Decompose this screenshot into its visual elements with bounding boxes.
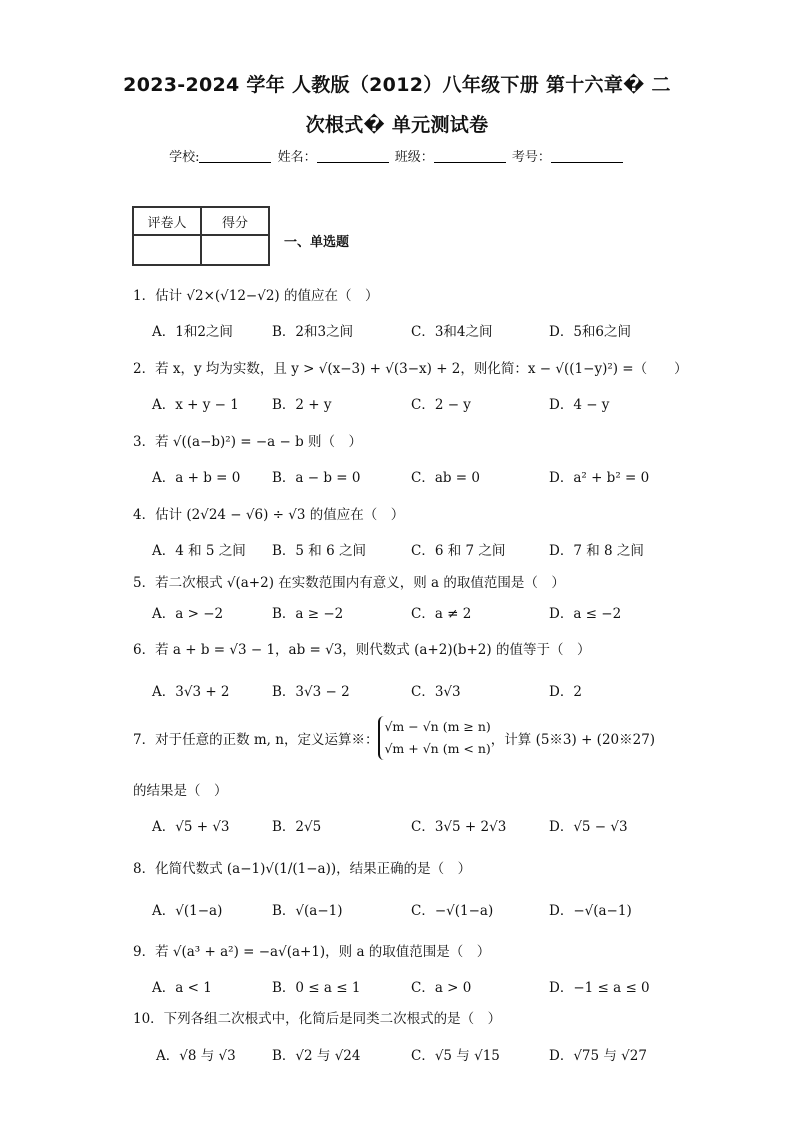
- q7-option-a[interactable]: A．√5 + √3: [152, 819, 230, 835]
- question-8: 8．化简代数式 (a−1)√(1/(1−a))，结果正确的是（ ）: [133, 861, 472, 877]
- exam-title-line1: 2023-2024 学年 人教版（2012）八年级下册 第十六章� 二: [123, 74, 671, 96]
- exam-title-line2: 次根式� 单元测试卷: [305, 114, 489, 136]
- class-label: 班级：: [394, 150, 434, 165]
- q6-option-c[interactable]: C．3√3: [411, 684, 461, 700]
- q3-option-d[interactable]: D．a² + b² = 0: [549, 470, 650, 486]
- q1-option-c[interactable]: C．3和4之间: [411, 324, 493, 340]
- q1-option-a[interactable]: A．1和2之间: [152, 324, 233, 340]
- exam-no-label: 考号：: [511, 150, 551, 165]
- question-1: 1．估计 √2×(√12−√2) 的值应在（ ）: [133, 288, 379, 304]
- q10-option-b[interactable]: B．√2 与 √24: [272, 1048, 361, 1064]
- q10-option-a[interactable]: A．√8 与 √3: [156, 1048, 236, 1064]
- q4-option-c[interactable]: C．6 和 7 之间: [411, 543, 506, 559]
- reviewer-cell[interactable]: [133, 235, 201, 265]
- name-blank[interactable]: [317, 150, 389, 163]
- question-4: 4．估计 (2√24 − √6) ÷ √3 的值应在（ ）: [133, 507, 405, 523]
- exam-no-blank[interactable]: [551, 150, 623, 163]
- q3-option-b[interactable]: B．a − b = 0: [272, 470, 361, 486]
- question-6: 6．若 a + b = √3 − 1，ab = √3，则代数式 (a+2)(b+2) 的值等于（ ）: [133, 642, 591, 658]
- section-heading: 一、单选题: [284, 235, 350, 250]
- q8-option-a[interactable]: A．√(1−a): [152, 903, 223, 919]
- q5-option-a[interactable]: A．a > −2: [152, 606, 224, 622]
- q2-option-a[interactable]: A．x + y − 1: [152, 397, 239, 413]
- q7-stem-compute: ，计算 (5※3) + (20※27): [490, 732, 656, 748]
- q8-option-d[interactable]: D．−√(a−1): [549, 903, 632, 919]
- q6-option-d[interactable]: D．2: [549, 684, 582, 700]
- q2-option-d[interactable]: D．4 − y: [549, 397, 610, 413]
- q5-option-b[interactable]: B．a ≥ −2: [272, 606, 344, 622]
- question-2: 2．若 x，y 均为实数，且 y > √(x−3) + √(3−x) + 2，则化简：x − √((1−y)²) =（ ）: [133, 361, 688, 377]
- q4-option-d[interactable]: D．7 和 8 之间: [549, 543, 644, 559]
- q7-option-b[interactable]: B．2√5: [272, 819, 322, 835]
- q3-option-a[interactable]: A．a + b = 0: [152, 470, 241, 486]
- q2-option-c[interactable]: C．2 − y: [411, 397, 471, 413]
- question-10: 10．下列各组二次根式中，化简后是同类二次根式的是（ ）: [133, 1011, 502, 1027]
- q10-option-c[interactable]: C．√5 与 √15: [411, 1048, 500, 1064]
- q9-option-c[interactable]: C．a > 0: [411, 980, 472, 996]
- q2-option-b[interactable]: B．2 + y: [272, 397, 332, 413]
- reviewer-header: 评卷人: [133, 207, 201, 235]
- q10-option-d[interactable]: D．√75 与 √27: [549, 1048, 647, 1064]
- score-cell[interactable]: [201, 235, 269, 265]
- q7-case-1: √m − √n (m ≥ n): [384, 719, 491, 734]
- score-table: [132, 206, 270, 266]
- question-5: 5．若二次根式 √(a+2) 在实数范围内有意义，则 a 的取值范围是（ ）: [133, 575, 565, 591]
- q9-option-d[interactable]: D．−1 ≤ a ≤ 0: [549, 980, 650, 996]
- school-label: 学校:: [169, 150, 200, 165]
- q7-stem-intro: 7．对于任意的正数 m, n，定义运算※：: [133, 732, 379, 748]
- q3-option-c[interactable]: C．ab = 0: [411, 470, 481, 486]
- q9-option-a[interactable]: A．a < 1: [152, 980, 212, 996]
- school-blank[interactable]: [199, 150, 271, 163]
- q6-option-a[interactable]: A．3√3 + 2: [152, 684, 230, 700]
- q1-option-d[interactable]: D．5和6之间: [549, 324, 632, 340]
- class-blank[interactable]: [434, 150, 506, 163]
- question-7: [133, 716, 655, 760]
- q7-option-c[interactable]: C．3√5 + 2√3: [411, 819, 507, 835]
- q7-case-2: √m + √n (m < n): [384, 741, 491, 756]
- q5-option-c[interactable]: C．a ≠ 2: [411, 606, 472, 622]
- q4-option-b[interactable]: B．5 和 6 之间: [272, 543, 366, 559]
- q7-stem-tail: 的结果是（ ）: [133, 783, 228, 799]
- q1-option-b[interactable]: B．2和3之间: [272, 324, 354, 340]
- question-3: 3．若 √((a−b)²) = −a − b 则（ ）: [133, 434, 363, 450]
- score-header: 得分: [201, 207, 269, 235]
- q6-option-b[interactable]: B．3√3 − 2: [272, 684, 350, 700]
- q7-piecewise-definition: [378, 716, 490, 760]
- q8-option-c[interactable]: C．−√(1−a): [411, 903, 494, 919]
- q5-option-d[interactable]: D．a ≤ −2: [549, 606, 622, 622]
- q7-option-d[interactable]: D．√5 − √3: [549, 819, 628, 835]
- q4-option-a[interactable]: A．4 和 5 之间: [152, 543, 246, 559]
- q9-option-b[interactable]: B．0 ≤ a ≤ 1: [272, 980, 361, 996]
- question-9: 9．若 √(a³ + a²) = −a√(a+1)，则 a 的取值范围是（ ）: [133, 944, 491, 960]
- q8-option-b[interactable]: B．√(a−1): [272, 903, 343, 919]
- student-info-line: [0, 146, 794, 165]
- name-label: 姓名：: [277, 150, 317, 165]
